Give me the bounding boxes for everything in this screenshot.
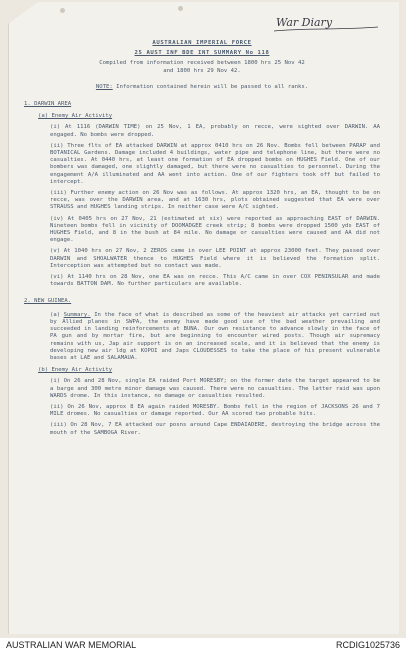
new-guinea-air-activity-list [50, 378, 380, 436]
handwritten-text: War Diary [276, 16, 333, 29]
list-item: (ii) Three flts of EA attacked DARWIN at approx 0410 hrs on 26 Nov. Bombs fell between PARAP and BOTANICAL Gardens. Damage included 4 buildings, water pipe and telephone line, but there were no casualties. At 0440 hrs, at least one formation of EA dropped bombs on HUGHES Field. One of our bombers was damaged, one slightly damaged, but there were no casualties to personnel. During the engagement A/A illuminated and AA went into action. One of our fighters took off but failed to intercept. [50, 142, 380, 185]
document-title: AUSTRALIAN IMPERIAL FORCE [152, 40, 252, 46]
summary-label: (a) [50, 311, 61, 318]
new-guinea-summary [50, 312, 380, 362]
note-text: Information contained herein will be passed to all ranks. [116, 83, 309, 90]
list-item: (iii) Further enemy action on 26 Nov was as follows. At approx 1320 hrs, an EA, thought to be on recce, was over the DARWIN area, and at 1630 hrs, plots obtained suggested that EA were over STRAUSS and HUGHES landing strips. In neither case were A/C sighted. [50, 190, 380, 211]
section-new-guinea-heading: 2. NEW GUINEA. [24, 298, 72, 305]
list-item: (vi) At 1140 hrs on 28 Nov, one EA was on recce. This A/C came in over COX PENINSULAR and made towards BATTON DAM. No further particulars are available. [50, 274, 380, 288]
compiled-line-1: Compiled from information received between 1800 hrs 25 Nov 42 [99, 60, 305, 67]
list-item: (i) On 26 and 28 Nov, single EA raided Port MORESBY; on the former date the target appeared to be a barge and 300 metre minor damage was caused. There were no casualties. The latter raid was upon WARDS drome. In this instance, no damage or casualties resulted. [50, 378, 380, 399]
intelligence-summary [24, 40, 380, 441]
darwin-air-activity-heading: (a) Enemy Air Activity [38, 113, 113, 120]
list-item: (iii) On 28 Nov, 7 EA attacked our posns around Cape ENDAIADERE, destroying the bridge across the mouth of the SAMBOGA River. [50, 422, 380, 436]
handwritten-war-diary-note [272, 10, 382, 34]
section-darwin-heading: 1. DARWIN AREA [24, 101, 72, 108]
pinhole [60, 8, 65, 13]
pinhole [178, 6, 183, 11]
list-item: (iv) At 0405 hrs on 27 Nov, 21 (estimated at six) were reported as approaching EAST of DARWIN. Nineteen bombs fell in vicinity of DOOMADGEE creek strip; 8 bombs were dropped 1500 yds EAST of HUGHES Field, and 8 in the bush at 84 mile. No damage or casualties were caused and AA did not engage. [50, 215, 380, 244]
record-id: RCDIG1025736 [335, 640, 400, 650]
darwin-air-activity-list [50, 124, 380, 288]
note-line [24, 84, 380, 91]
list-item: (v) At 1040 hrs on 27 Nov, 2 ZEROS came in over LEE POINT at approx 23000 feet. They passed over DARWIN and SHOALWATER thence to HUGHES Field where it is believed the formation split. Interception was attempted but no contact was made. [50, 248, 380, 269]
folded-corner [8, 2, 38, 24]
list-item: (ii) On 26 Nov, approx 8 EA again raided MORESBY. Bombs fell in the region of JACKSONS 26 and 7 MILE dromes. No casualties or damage reported. Our AA scored two probable hits. [50, 403, 380, 418]
new-guinea-air-activity-heading: (b) Enemy Air Activity [38, 367, 113, 374]
archive-name: AUSTRALIAN WAR MEMORIAL [6, 640, 137, 650]
list-item: (i) At 1116 (DARWIN TIME) on 25 Nov, 1 EA, probably on recce, were sighted over DARWIN. AA engaged. No bombs were dropped. [50, 124, 380, 138]
summary-number: 25 AUST INF BDE INT SUMMARY No 118 [134, 50, 270, 57]
compiled-line-2: and 1800 hrs 29 Nov 42. [163, 67, 241, 74]
note-label: NOTE: [95, 83, 113, 90]
archive-footer [0, 638, 406, 654]
summary-title: Summary. [63, 311, 91, 318]
summary-text: In the face of what is described as some of the heaviest air attacks yet carried out by Allied planes in SWPA, the enemy have made good use of the bad weather prevailing and succeeded in landing reinforcements at BUNA. Our own resistance to advance slowly in the face of PA gun and by mortar fire, but are beginning to encounter wired posts. Though air supremacy remains with us, Jap air support is on an increased scale, and it is believed that the enemy is developing new air ldg at KOPOI and Japs CLOUDESSES to take the place of his present vulnerable bases at LAE and SALAMAUA. [50, 311, 381, 361]
